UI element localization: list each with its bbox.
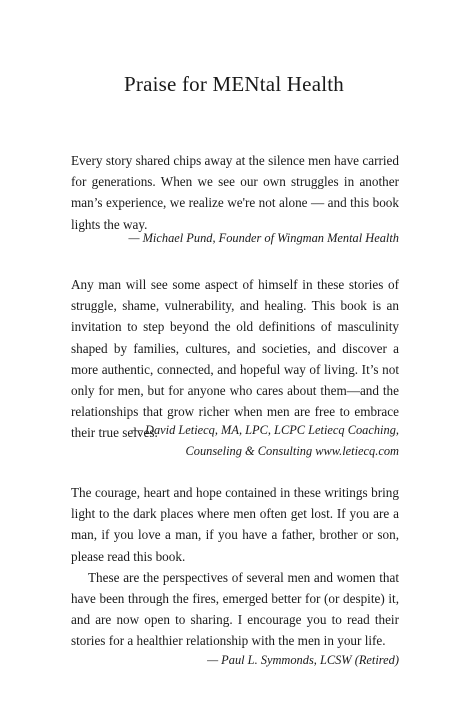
testimonial-1-text: Every story shared chips away at the silence men have carried for generations. When we see our own struggles in another man’s experience, we realize we're not alone — and this book lights the way. [71, 153, 399, 232]
testimonial-3-text-2: These are the perspectives of several men and women that have been through the fires, emerged better for (or despite) it, and are now open to sharing. I encourage you to read their stories for a healthier relationship with the men in your life. [71, 569, 399, 649]
testimonial-3 [71, 482, 399, 652]
testimonial-2 [71, 274, 399, 444]
testimonial-2-attribution-line-1: — David Letiecq, MA, LPC, LCPC Letiecq Coaching, [130, 423, 399, 437]
testimonial-2-attribution-line-2: Counseling & Consulting www.letiecq.com [185, 444, 399, 458]
testimonial-2-text: Any man will see some aspect of himself in these stories of struggle, shame, vulnerability, and healing. This book is an invitation to step beyond the old definitions of masculinity shaped by families, cultures, and societies, and discover a more authentic, connected, and hopeful way of living. It’s not only for men, but for anyone who cares about them—and the relationships that grow richer when men are free to embrace their true selves. [71, 277, 399, 441]
testimonial-1-attribution: — Michael Pund, Founder of Wingman Mental Health [128, 231, 399, 245]
testimonial-2-attribution [71, 420, 399, 462]
page-title: Praise for MENtal Health [124, 72, 344, 96]
testimonial-1 [71, 150, 399, 235]
testimonial-3-attribution: — Paul L. Symmonds, LCSW (Retired) [207, 653, 399, 667]
testimonial-3-text-1: The courage, heart and hope contained in these writings bring light to the dark places where men often get lost. If you are a man, if you love a man, if you have a father, brother or son, please read this book. [71, 485, 399, 564]
